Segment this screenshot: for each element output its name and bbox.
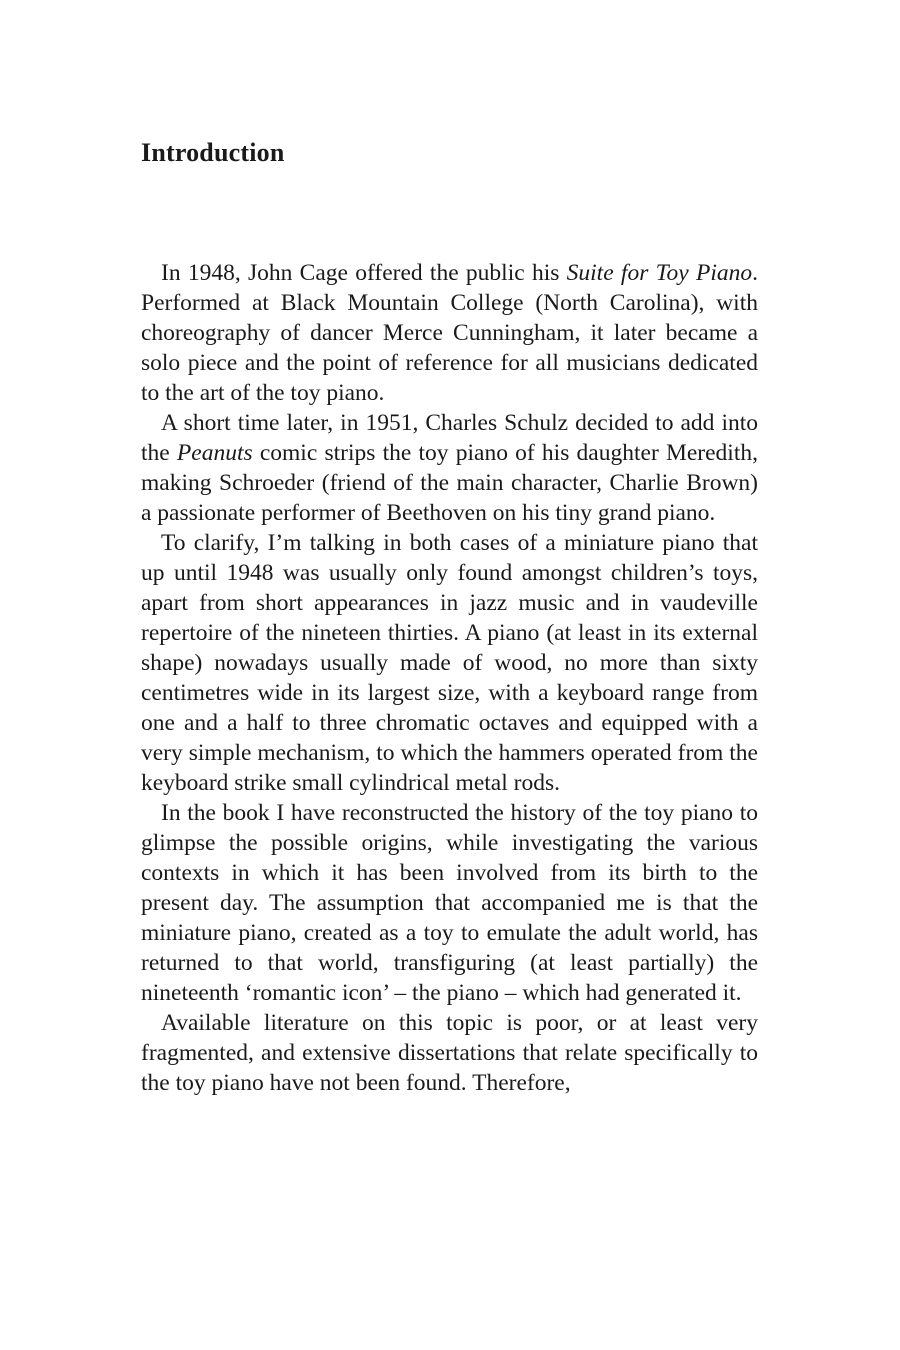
work-title-suite-for-toy-piano: Suite for Toy Piano [566, 260, 753, 286]
paragraph-3: To clarify, I’m talking in both cases of a miniature piano that up until 1948 was usually only found amongst children’s toys, apart from short appearances in jazz music and in vaudeville repertoire of the nineteen thirties. A piano (at least in its external shape) nowadays usually made of wood, no more than sixty centimetres wide in its largest size, with a keyboard range from one and a half to three chromatic octaves and equipped with a very simple mechanism, to which the hammers operated from the keyboard strike small cylindrical metal rods. [141, 530, 758, 796]
paragraph-4: In the book I have reconstructed the history of the toy piano to glimpse the possible origins, while investigating the various contexts in which it has been involved from its birth to the present day. The assumption that accompanied me is that the miniature piano, created as a toy to emulate the adult world, has returned to that world, transfiguring (at least partially) the nineteenth ‘romantic icon’ – the piano – which had generated it. [141, 800, 758, 1006]
chapter-title: Introduction [141, 138, 285, 167]
paragraph-1 [141, 258, 758, 408]
body-text [141, 258, 758, 1098]
paragraph-1-text-start: In 1948, John Cage offered the public his [161, 260, 567, 286]
paragraph-2-text-start: A short time later, in 1951, Charles Schulz decided to add into the [141, 410, 758, 466]
paragraph-2-text-end: comic strips the toy piano of his daughter Meredith, making Schroeder (friend of the main character, Charlie Brown) a passionate performer of Beethoven on his tiny grand piano. [141, 440, 758, 526]
paragraph-1-text-end: . Performed at Black Mountain College (North Carolina), with choreography of dancer Merce Cunningham, it later became a solo piece and the point of reference for all musicians dedicated to the art of the toy piano. [141, 260, 759, 406]
work-title-peanuts: Peanuts [176, 440, 253, 466]
paragraph-5: Available literature on this topic is poor, or at least very fragmented, and extensive dissertations that relate specifically to the toy piano have not been found. Therefore, [141, 1010, 758, 1096]
paragraph-2 [141, 408, 758, 528]
